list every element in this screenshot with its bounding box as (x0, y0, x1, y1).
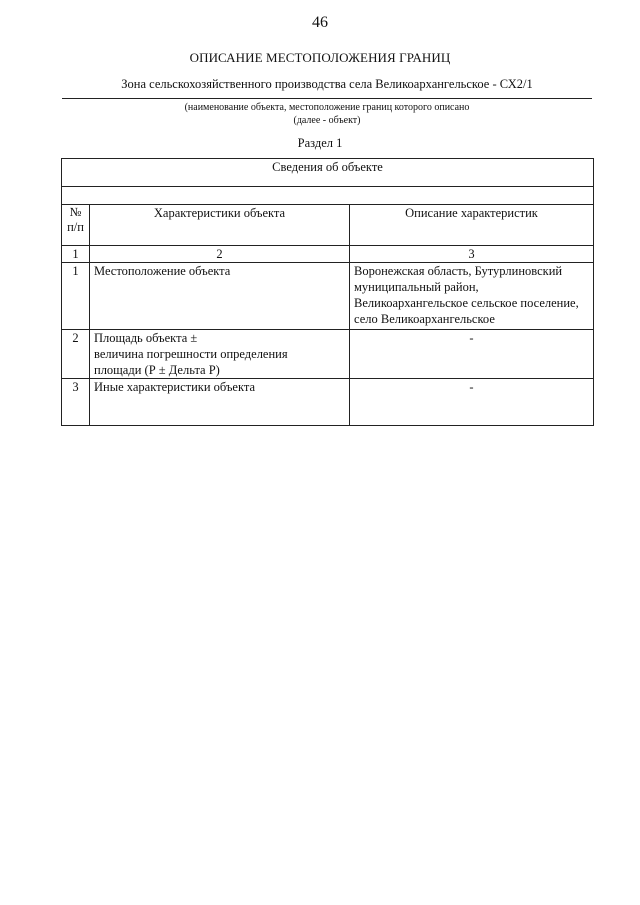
document-title: ОПИСАНИЕ МЕСТОПОЛОЖЕНИЯ ГРАНИЦ (189, 50, 451, 65)
characteristic-line: величина погрешности определения (94, 347, 288, 361)
header-characteristics: Характеристики объекта (90, 205, 350, 246)
description-line: село Великоархангельское (354, 312, 495, 326)
description-line: Воронежская область, Бутурлиновский (354, 264, 563, 278)
column-number: 1 (62, 246, 90, 263)
row-number: 2 (62, 330, 90, 379)
table-title-row (62, 159, 594, 187)
object-info-table (61, 158, 594, 426)
description-line: Великоархангельское сельское поселение, (354, 296, 579, 310)
column-number: 2 (90, 246, 350, 263)
object-name-underline (62, 98, 592, 99)
header-number: № п/п (62, 205, 90, 246)
table-row (62, 379, 594, 426)
table-blank-cell (62, 187, 594, 205)
column-number: 3 (350, 246, 594, 263)
object-caption-line: (наименование объекта, местоположение границ которого описано (184, 102, 470, 113)
row-number: 1 (62, 263, 90, 330)
row-number: 3 (62, 379, 90, 426)
characteristic-line: Площадь объекта ± (94, 331, 198, 345)
page-number: 46 (312, 14, 328, 31)
row-description (350, 263, 594, 330)
table-title: Сведения об объекте (62, 159, 594, 187)
row-characteristic: Иные характеристики объекта (90, 379, 350, 426)
section-label: Раздел 1 (297, 136, 343, 150)
row-description: - (350, 330, 594, 379)
column-number-row (62, 246, 594, 263)
description-line: муниципальный район, (354, 280, 479, 294)
table-row (62, 330, 594, 379)
row-characteristic: Местоположение объекта (90, 263, 350, 330)
row-description: - (350, 379, 594, 426)
object-name: Зона сельскохозяйственного производства села Великоархангельское - СХ2/1 (121, 77, 533, 91)
characteristic-line: площади (Р ± Дельта Р) (94, 363, 220, 377)
row-characteristic (90, 330, 350, 379)
header-description: Описание характеристик (350, 205, 594, 246)
table-row (62, 263, 594, 330)
table-blank-row (62, 187, 594, 205)
table-header-row (62, 205, 594, 246)
object-caption-line: (далее - объект) (293, 115, 361, 126)
object-caption (62, 101, 592, 127)
